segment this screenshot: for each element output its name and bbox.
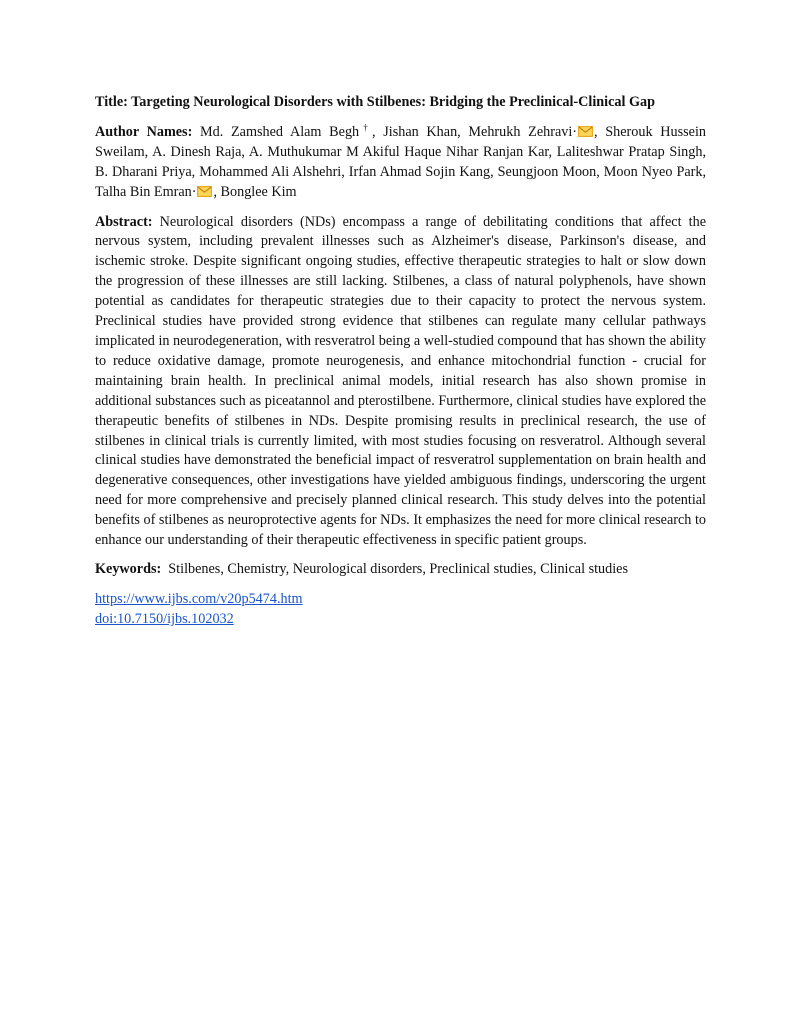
document-page bbox=[95, 93, 706, 630]
authors-label: Author Names: bbox=[95, 123, 193, 140]
authors-part-4: , Bonglee Kim bbox=[213, 183, 297, 200]
author-separator-dot: · bbox=[191, 183, 197, 200]
dagger-mark: † bbox=[359, 122, 372, 133]
author-list bbox=[95, 123, 706, 203]
envelope-icon[interactable] bbox=[197, 186, 212, 197]
paper-title bbox=[95, 93, 706, 113]
keywords-label: Keywords: bbox=[95, 560, 162, 577]
abstract-text: Neurological disorders (NDs) encompass a range of debilitating conditions that affect the nervous system, including prevalent illnesses such as Alzheimer's disease, Parkinson's disease, and ischemic stroke. Despite significant ongoing studies, effective therapeutic strategies to halt or slow down the progression of these illnesses are still lacking. Stilbenes, a class of natural polyphenols, have shown potential as candidates for therapeutic strategies due to their capacity to protect the nervous system. Preclinical studies have provided strong evidence that stilbenes can regulate many cellular pathways implicated in neurodegeneration, with resveratrol being a well-studied compound that has shown the ability to reduce oxidative damage, promote neurogenesis, and enhance mitochondrial function - crucial for maintaining brain health. In preclinical animal models, initial research has also shown promise in additional substances such as piceatannol and pterostilbene. Furthermore, clinical studies have explored the therapeutic benefits of stilbenes in NDs. Despite promising results in preclinical research, the use of stilbenes in clinical trials is currently limited, with most studies focusing on resveratrol. Although several clinical studies have demonstrated the beneficial impact of resveratrol supplementation on brain health and degenerative consequences, other investigations have yielded ambiguous findings, underscoring the urgent need for more comprehensive and precisely planned clinical research. This study delves into the potential benefits of stilbenes as neuroprotective agents for NDs. It emphasizes the need for more clinical research to enhance our understanding of their therapeutic effectiveness in specific patient groups. bbox=[95, 213, 706, 549]
abstract bbox=[95, 213, 706, 551]
envelope-icon[interactable] bbox=[578, 126, 593, 137]
article-url-link[interactable]: https://www.ijbs.com/v20p5474.htm bbox=[95, 590, 303, 607]
authors-part-2: , Jishan Khan, Mehrukh Zehravi bbox=[371, 123, 573, 140]
keywords bbox=[95, 560, 706, 580]
authors-part-1: Md. Zamshed Alam Begh bbox=[200, 123, 360, 140]
keywords-text: Stilbenes, Chemistry, Neurological disorders, Preclinical studies, Clinical studies bbox=[168, 560, 628, 577]
title-label: Title: bbox=[95, 94, 128, 110]
author-separator-dot: · bbox=[572, 123, 578, 140]
doi-link[interactable]: doi:10.7150/ijbs.102032 bbox=[95, 610, 234, 627]
authors-part-3: , Sherouk Hussein Sweilam, A. Dinesh Raja, A. Muthukumar M Akiful Haque Nihar Ranjan Kar, Laliteshwar Pratap Singh, B. Dharani Priya, Mohammed Ali Alshehri, Irfan Ahmad Sojin Kang, Seungjoon Moon, Moon Nyeo Park, Talha Bin Emran bbox=[95, 123, 706, 200]
title-text: Targeting Neurological Disorders with Stilbenes: Bridging the Preclinical-Clinical Gap bbox=[131, 94, 656, 110]
abstract-label: Abstract: bbox=[95, 213, 153, 230]
